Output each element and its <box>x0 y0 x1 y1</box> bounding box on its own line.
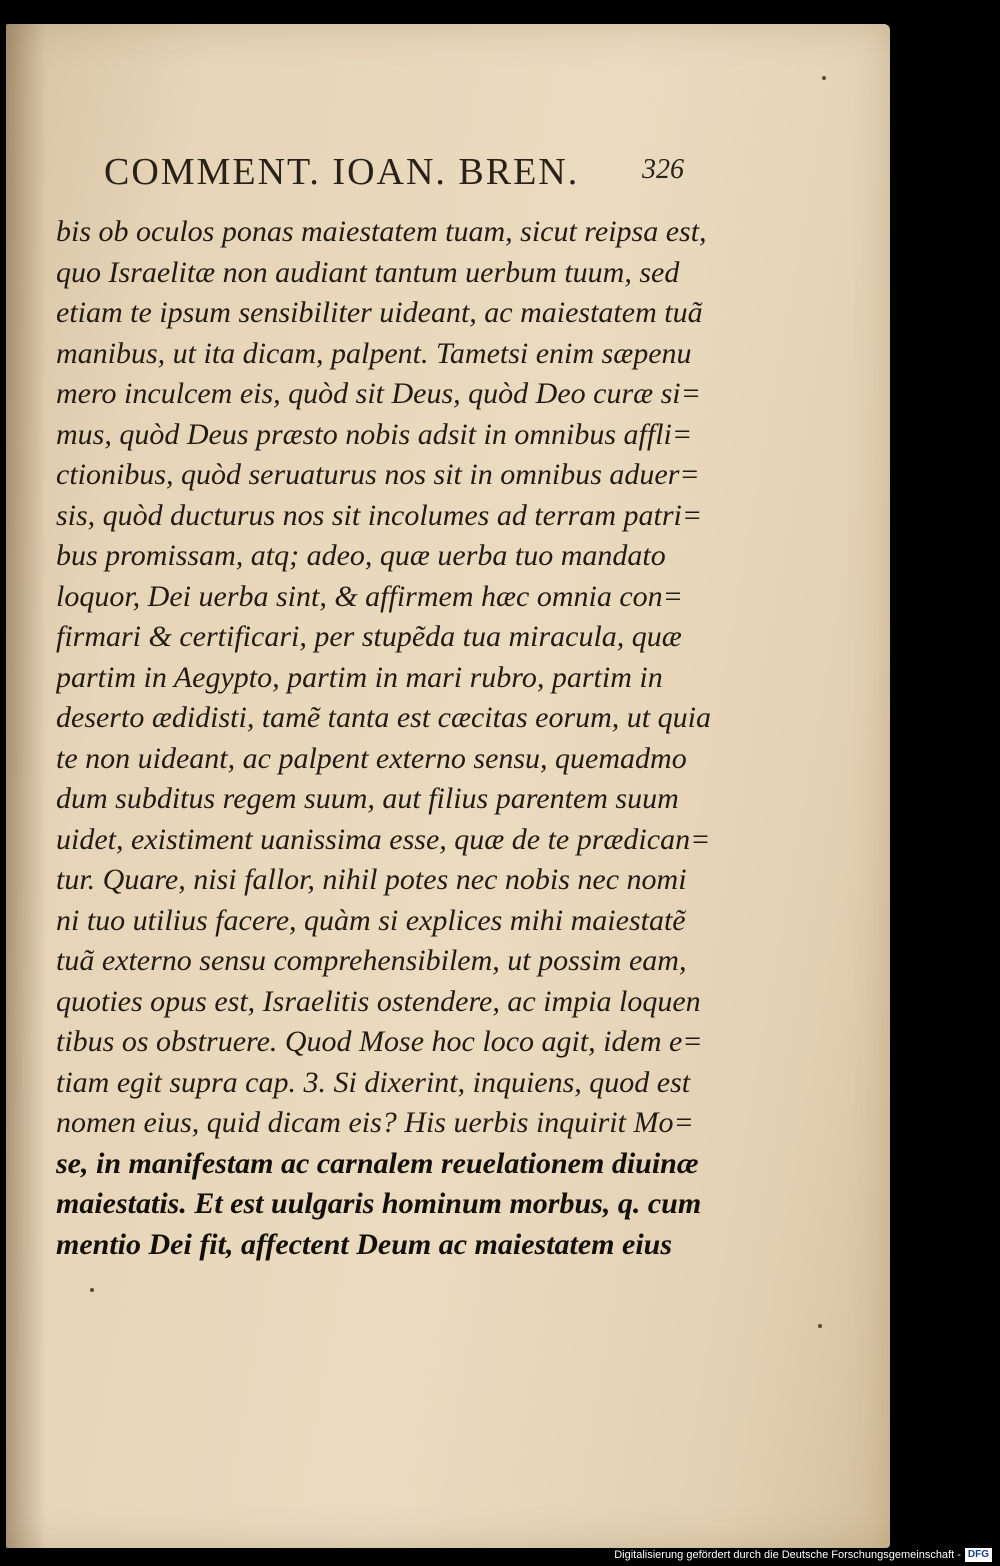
text-line: tibus os obstruere. Quod Mose hoc loco agit, idem e= <box>56 1025 703 1058</box>
text-line: manibus, ut ita dicam, palpent. Tametsi enim sæpenu <box>56 336 692 370</box>
text-line: te non uideant, ac palpent externo sensu, quemadmo <box>56 741 687 775</box>
ink-speck <box>90 1288 94 1292</box>
text-line: partim in Aegypto, partim in mari rubro, partim in <box>56 660 663 694</box>
body-text <box>56 212 716 1265</box>
credit-text: Digitalisierung gefördert durch die Deutsche Forschungsgemeinschaft - <box>614 1549 961 1561</box>
text-line: quo Israelitæ non audiant tantum uerbum tuum, sed <box>56 255 680 289</box>
ink-speck <box>822 76 826 80</box>
text-line: mus, quòd Deus præsto nobis adsit in omnibus affli= <box>56 417 693 451</box>
text-line: loquor, Dei uerba sint, & affirmem hæc omnia con= <box>56 579 683 613</box>
running-title: COMMENT. IOAN. BREN. <box>104 151 580 193</box>
text-line: deserto ædidisti, tamẽ tanta est cæcitas eorum, ut quia <box>56 701 711 734</box>
text-line: tur. Quare, nisi fallor, nihil potes nec nobis nec nomi <box>56 863 687 896</box>
text-line: bis ob oculos ponas maiestatem tuam, sicut reipsa est, <box>56 215 707 248</box>
page-header <box>104 134 684 194</box>
book-page <box>6 24 890 1548</box>
text-line: tuã externo sensu comprehensibilem, ut possim eam, <box>56 944 687 977</box>
text-line: nomen eius, quid dicam eis? His uerbis inquirit Mo= <box>56 1106 694 1139</box>
text-line: uidet, existiment uanissima esse, quæ de te prædican= <box>56 822 711 856</box>
text-line: tiam egit supra cap. 3. Si dixerint, inquiens, quod est <box>56 1065 691 1099</box>
text-line: dum subditus regem suum, aut filius parentem suum <box>56 782 679 815</box>
text-line: ctionibus, quòd seruaturus nos sit in omnibus aduer= <box>56 458 700 491</box>
text-line: sis, quòd ducturus nos sit incolumes ad terram patri= <box>56 498 703 532</box>
text-line: ni tuo utilius facere, quàm si explices mihi maiestatẽ <box>56 903 686 937</box>
text-line: se, in manifestam ac carnalem reuelationem diuinæ <box>56 1146 699 1180</box>
digitization-credit <box>614 1548 992 1562</box>
text-line: etiam te ipsum sensibiliter uideant, ac maiestatem tuã <box>56 296 703 329</box>
text-line: maiestatis. Et est uulgaris hominum morbus, q. cum <box>56 1187 702 1220</box>
text-line: bus promissam, atq; adeo, quæ uerba tuo mandato <box>56 539 666 572</box>
text-line: quoties opus est, Israelitis ostendere, ac impia loquen <box>56 984 701 1018</box>
page-number: 326 <box>642 154 684 185</box>
text-line: firmari & certificari, per stupẽda tua miracula, quæ <box>56 620 682 653</box>
text-line: mero inculcem eis, quòd sit Deus, quòd Deo curæ si= <box>56 377 701 410</box>
dfg-logo: DFG <box>965 1548 992 1562</box>
ink-speck <box>818 1324 822 1328</box>
text-line: mentio Dei fit, affectent Deum ac maiestatem eius <box>56 1227 673 1261</box>
